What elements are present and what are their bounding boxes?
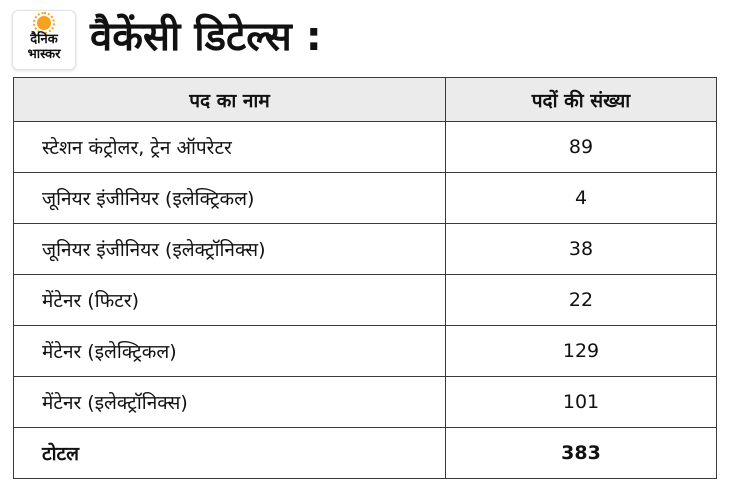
post-count-cell: 38: [446, 224, 717, 275]
post-name-cell: जूनियर इंजीनियर (इलेक्ट्रिकल): [14, 173, 446, 224]
post-count-cell: 89: [446, 122, 717, 173]
post-name-cell: मेंटेनर (इलेक्ट्रॉनिक्स): [14, 377, 446, 428]
post-name-cell: स्टेशन कंट्रोलर, ट्रेन ऑपरेटर: [14, 122, 446, 173]
table-row: [14, 377, 717, 428]
table-row: [14, 326, 717, 377]
post-count-cell: 129: [446, 326, 717, 377]
table-header-row: [14, 78, 717, 122]
post-count-cell: 4: [446, 173, 717, 224]
header-post-count: पदों की संख्या: [446, 78, 717, 122]
post-name-cell: मेंटेनर (फिटर): [14, 275, 446, 326]
header-post-name: पद का नाम: [14, 78, 446, 122]
post-name-cell: जूनियर इंजीनियर (इलेक्ट्रॉनिक्स): [14, 224, 446, 275]
table-row: [14, 122, 717, 173]
sun-icon: [37, 16, 51, 30]
post-name-cell: मेंटेनर (इलेक्ट्रिकल): [14, 326, 446, 377]
post-count-cell: 101: [446, 377, 717, 428]
post-count-cell: 22: [446, 275, 717, 326]
total-label-cell: टोटल: [14, 428, 446, 479]
table-row: [14, 224, 717, 275]
logo-text-line1: दैनिक: [30, 32, 58, 47]
table-row: [14, 275, 717, 326]
total-count-cell: 383: [446, 428, 717, 479]
logo-text-line2: भास्कर: [27, 47, 61, 62]
total-row: [14, 428, 717, 479]
page-title: वैकेंसी डिटेल्स :: [90, 14, 322, 60]
vacancy-table: [13, 77, 717, 479]
dainik-bhaskar-logo: [12, 10, 76, 70]
table-row: [14, 173, 717, 224]
